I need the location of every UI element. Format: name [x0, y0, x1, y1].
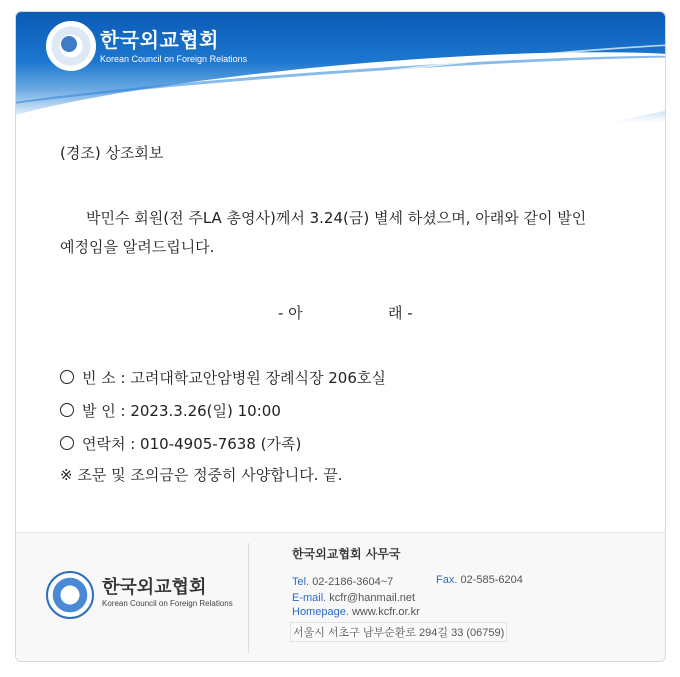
- footer-logo-name: 한국외교협회: [102, 577, 207, 598]
- email-link[interactable]: kcfr@hanmail.net: [329, 592, 416, 604]
- address: 서울시 서초구 남부순환로 294길 33 (06759): [290, 622, 507, 642]
- list-item: 빈 소 : 고려대학교안암병원 장례식장 206호실: [60, 367, 386, 388]
- office-name: 한국외교협회 사무국: [292, 547, 401, 561]
- header-org-name-en: Korean Council on Foreign Relations: [100, 54, 248, 64]
- subject-line: (경조) 상조회보: [60, 144, 164, 162]
- closing-note: ※ 조문 및 조의금은 정중히 사양합니다. 끝.: [60, 466, 343, 484]
- section-heading-right: 래 -: [388, 304, 413, 322]
- paragraph-line-2: 예정임을 알려드립니다.: [60, 238, 215, 256]
- header-org-name: 한국외교협회: [100, 28, 219, 52]
- footer-logo-name-en: Korean Council on Foreign Relations: [102, 599, 233, 608]
- globe-logo-icon: [46, 571, 94, 619]
- email-line: E-mail. kcfr@hanmail.net: [292, 592, 416, 604]
- list-item: 발 인 : 2023.3.26(일) 10:00: [60, 400, 281, 421]
- paragraph-line-1: 박민수 회원(전 주LA 총영사)께서 3.24(금) 별세 하셨으며, 아래와 같이 발인: [86, 209, 587, 227]
- tel-line: Tel. 02-2186-3604~7: [292, 576, 394, 588]
- list-item: 연락처 : 010-4905-7638 (가족): [60, 433, 301, 454]
- kcfr-emblem-icon: [46, 21, 96, 71]
- section-heading-left: - 아: [278, 304, 303, 322]
- circle-bullet-icon: [60, 436, 74, 450]
- homepage-link[interactable]: www.kcfr.or.kr: [351, 606, 420, 618]
- circle-bullet-icon: [60, 403, 74, 417]
- footer: [16, 532, 665, 662]
- fax-line: Fax. 02-585-6204: [436, 574, 523, 586]
- email-frame: [15, 11, 666, 662]
- footer-divider: [248, 543, 249, 653]
- header-banner: [16, 12, 665, 122]
- homepage-line: Homepage. www.kcfr.or.kr: [292, 606, 420, 618]
- circle-bullet-icon: [60, 370, 74, 384]
